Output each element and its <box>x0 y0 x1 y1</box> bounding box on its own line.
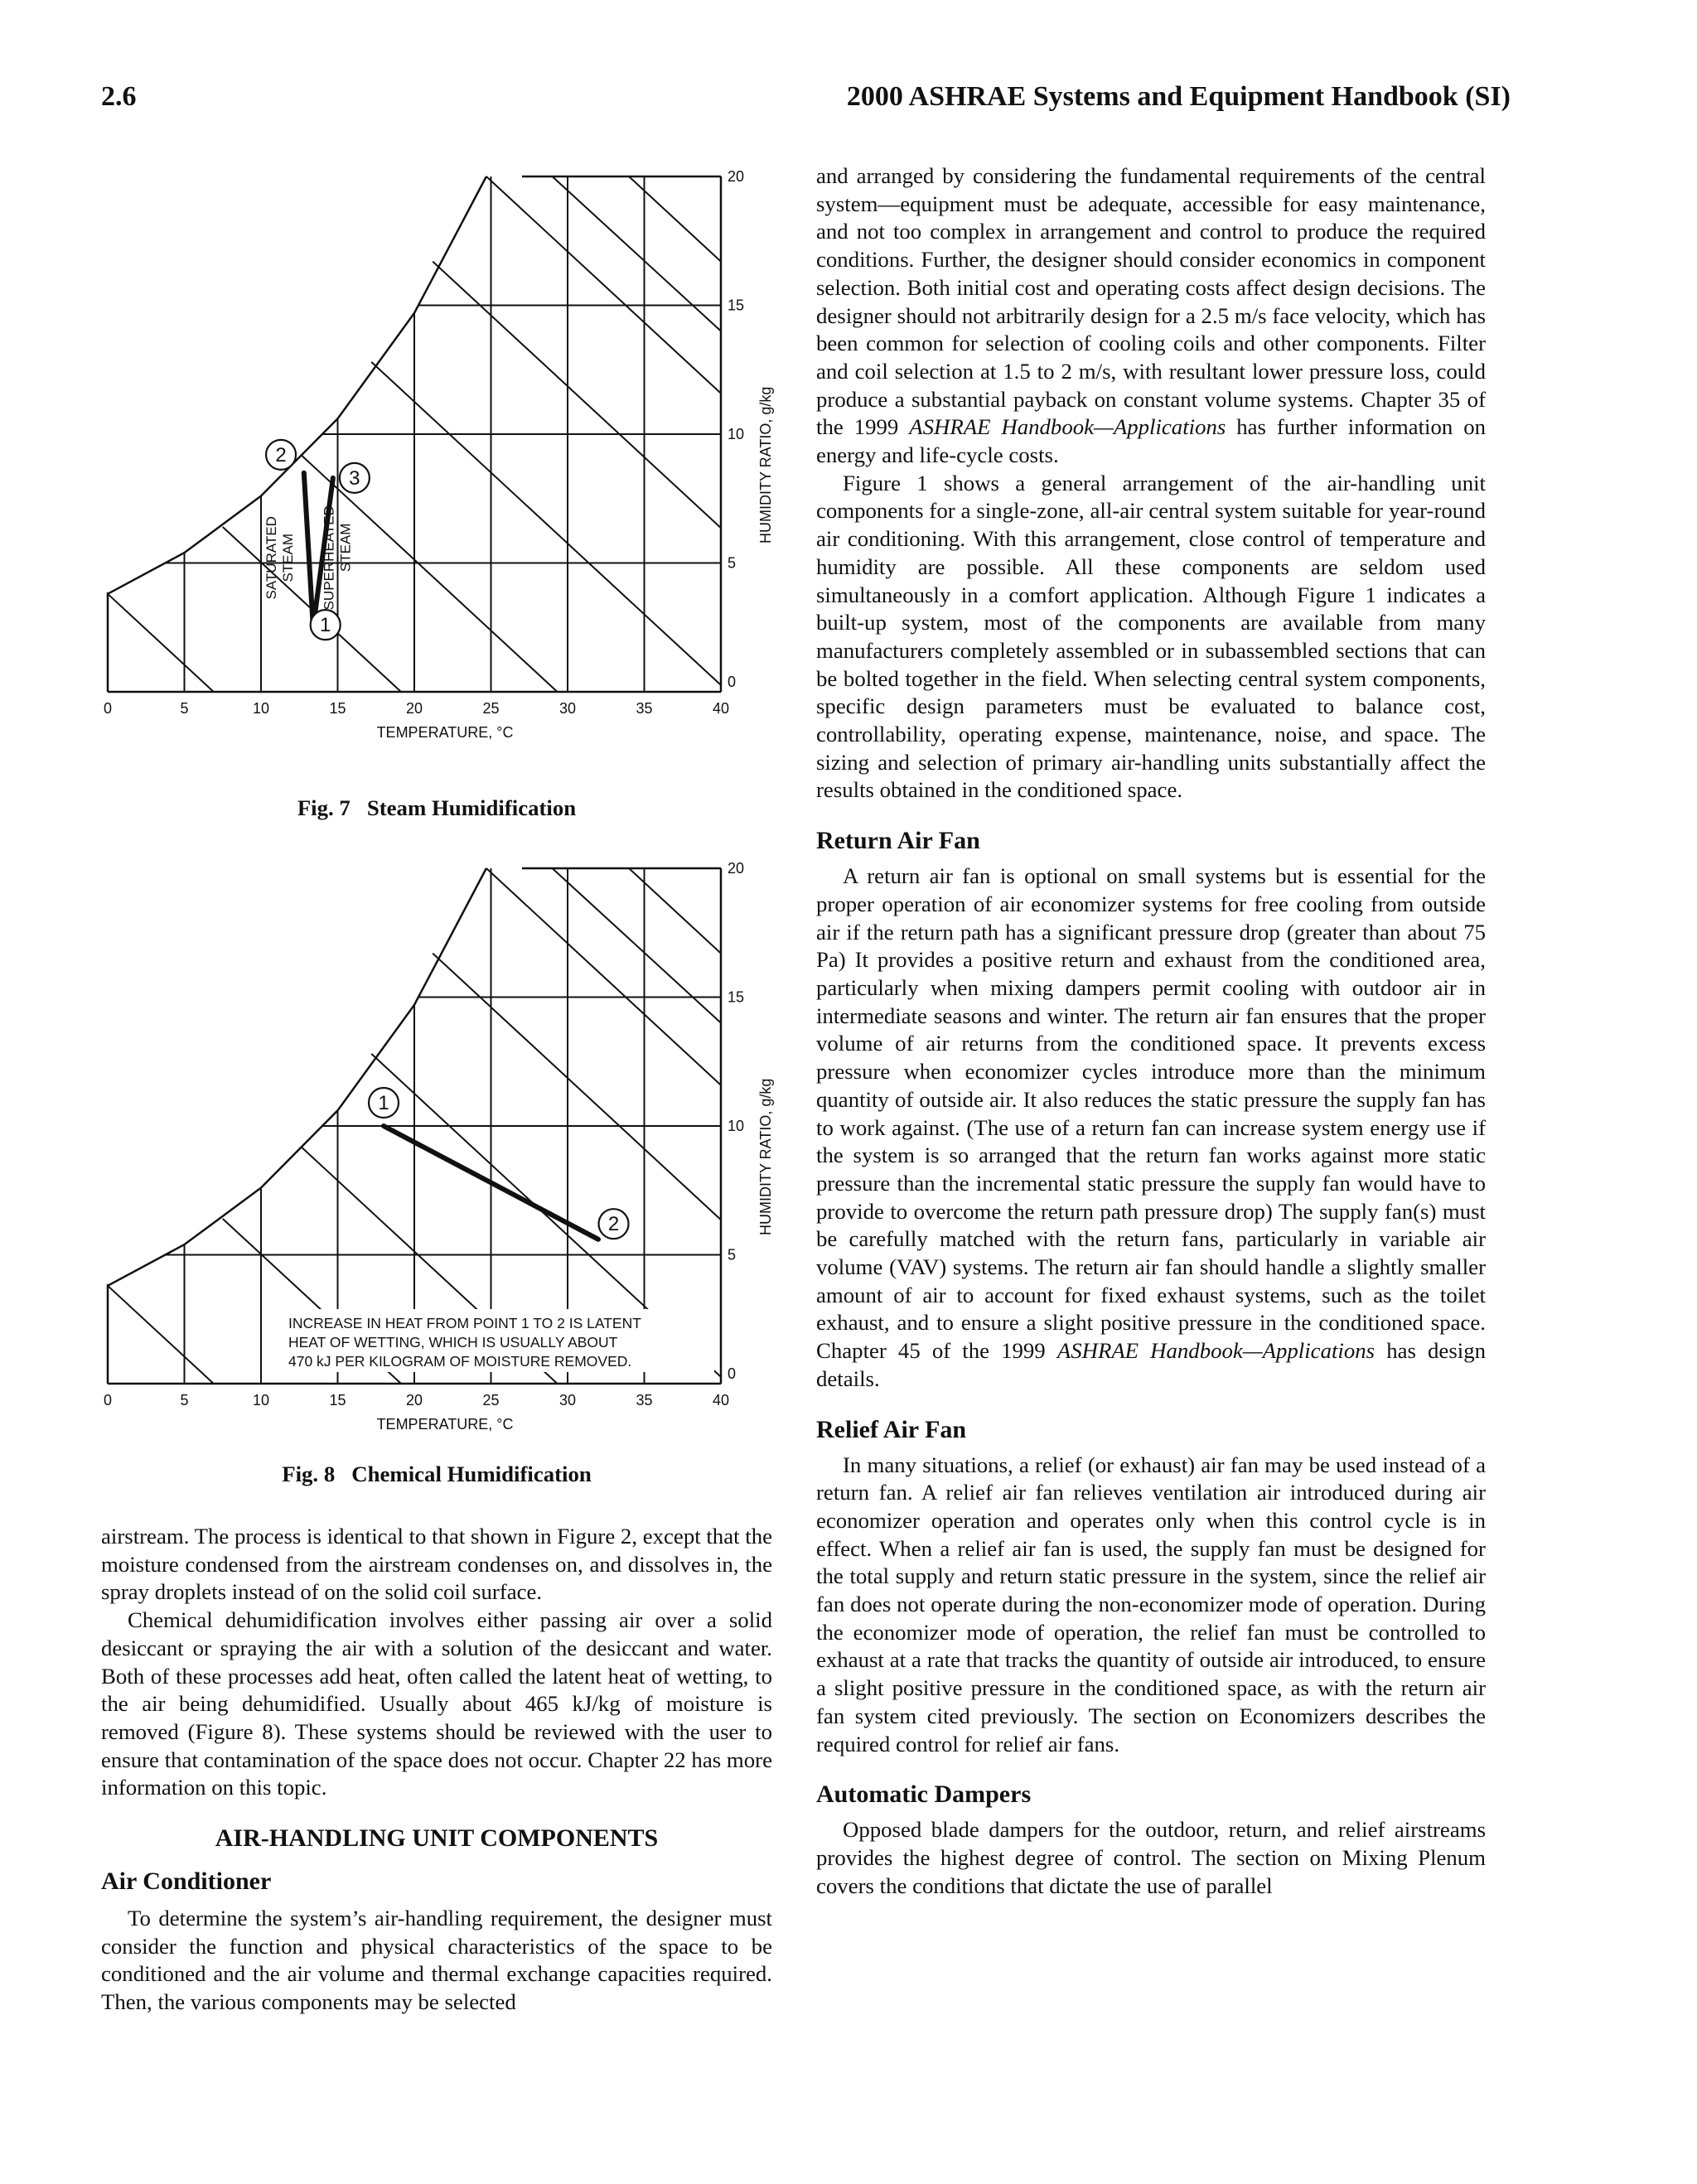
enthalpy-line <box>371 362 721 685</box>
enthalpy-line <box>433 262 721 529</box>
note-line-3: 470 kJ PER KILOGRAM OF MOISTURE REMOVED. <box>288 1353 632 1370</box>
y-tick-label: 0 <box>728 674 737 690</box>
figure-8-number: Fig. 8 <box>282 1462 336 1486</box>
point-label: 2 <box>275 443 287 466</box>
subsection-heading: Return Air Fan <box>816 827 980 855</box>
paragraph <box>816 162 1486 470</box>
x-tick-label: 25 <box>482 1392 500 1408</box>
paragraph <box>816 862 1486 1393</box>
figure-7-caption <box>101 795 772 821</box>
enthalpy-line <box>629 868 721 954</box>
enthalpy-line <box>301 455 557 692</box>
book-reference: ASHRAE Handbook—Applications <box>1056 1338 1375 1364</box>
saturation-curve <box>108 176 486 594</box>
paragraph: In many situations, a relief (or exhaust) air fan may be used instead of a return fan. A relief air fan relieves ventilation air introduced during air economizer operation and operates only when this control cycle is in effect. When a relief air fan is used, the supply fan must be designed for the total supply and return static pressure in the system, since the relief air fan does not operate during the non-economizer mode of operation. During the economizer mode of operation, the relief fan must be controlled to exhaust at a rate that tracks the quantity of outside air introduced, to ensure a slight positive pressure in the conditioned space, as with the return air fan system cited previously. The section on Economizers describes the required control for relief air fans. <box>816 1452 1486 1756</box>
y-tick-label: 5 <box>728 1246 737 1264</box>
section-heading: AIR-HANDLING UNIT COMPONENTS <box>215 1824 659 1853</box>
note-line-1: INCREASE IN HEAT FROM POINT 1 TO 2 IS LATENT <box>288 1315 641 1331</box>
figure-7-psychrometric-chart <box>91 162 795 766</box>
paragraph-text: has design details. <box>816 1338 1486 1391</box>
x-tick-label: 25 <box>482 700 500 717</box>
y-tick-label: 20 <box>728 168 745 185</box>
paragraph: Figure 1 shows a general arrangement of the air-handling unit components for a single-zone, all-air central system suitable for year-round air conditioning. With this arrangement, close control of temperature and humidity are possible. All these components are seldom used simultaneously in a comfort application. Although Figure 1 indicates a built-up system, most of the components are available from many manufacturers completely assembled or in subassembled sections that can be bolted together in the field. When selecting central system components, specific design parameters must be evaluated to balance cost, controllability, operating expense, maintenance, noise, and space. The sizing and selection of primary air-handling units substantially affect the results obtained in the conditioned space. <box>816 470 1486 803</box>
saturation-curve <box>108 868 486 1286</box>
figure-8-psychrometric-chart <box>91 853 795 1458</box>
y-tick-label: 20 <box>728 860 745 877</box>
point-label: 1 <box>378 1092 389 1115</box>
x-tick-label: 20 <box>405 700 423 717</box>
x-tick-label: 30 <box>558 700 577 717</box>
figure-8-caption <box>101 1462 772 1487</box>
paragraph-text: and arranged by considering the fundamental requirements of the central system—equipment must be adequate, accessible for easy maintenance, and not too complex in arrangement and control to produce the required conditions. Further, the designer should consider economics in component selection. Both initial cost and operating costs affect design decisions. The designer should not arbitrarily design for a 2.5 m/s face velocity, which has been common for selection of cooling coils and other components. Filter and coil selection at 1.5 to 2 m/s, with resultant lower pressure loss, could produce a substantial payback on constant volume systems. Chapter 35 of the 1999 <box>816 163 1486 440</box>
figure-8-note <box>283 1309 714 1372</box>
book-title: 2000 ASHRAE Systems and Equipment Handbook (SI) <box>846 81 1511 112</box>
paragraph: Chemical dehumidification involves either passing air over a solid desiccant or spraying the air with a solution of the desiccant and water. Both of these processes add heat, often called the latent heat of wetting, to the air being dehumidified. Usually about 465 kJ/kg of moisture is removed (Figure 8). These systems should be reviewed with the user to ensure that contamination of the space does not occur. Chapter 22 has more information on this topic. <box>101 1607 772 1800</box>
point-label: 2 <box>607 1213 620 1236</box>
enthalpy-line <box>553 868 722 1023</box>
y-tick-label: 5 <box>728 554 737 572</box>
subsection-heading: Automatic Dampers <box>816 1781 1032 1809</box>
y-tick-label: 10 <box>728 426 745 442</box>
superheated-steam-label: SUPERHEATED <box>321 505 337 611</box>
y-tick-label: 10 <box>728 1118 745 1134</box>
x-tick-label: 15 <box>329 1392 346 1408</box>
y-tick-label: 0 <box>728 1365 737 1382</box>
enthalpy-line <box>629 176 721 262</box>
figure-8-title: Chemical Humidification <box>351 1462 592 1486</box>
paragraph-text: A return air fan is optional on small systems but is essential for the proper operation of air economizer systems for free cooling from outside air if the return path has a significant pressure drop (greater than about 75 Pa) It provides a positive return and exhaust from the conditioned area, particularly when mixing dampers permit cooling with outdoor air in intermediate seasons and winter. The return air fan ensures that the proper volume of air returns from the conditioned space. It prevents excess pressure when economizer cycles introduce more than the minimum quantity of outside air. It also reduces the static pressure the supply fan has to work against. (The use of a return fan can increase system energy use if the system is so arranged that the return fan works against more static pressure than the incremental static pressure the supply fan would have to provide to overcome the return path pressure drop) The supply fan(s) must be carefully matched with the return fans, particularly in variable air volume (VAV) systems. The return air fan should handle a slightly smaller amount of air to account for fixed exhaust systems, such as the toilet exhaust, and to ensure a slight positive pressure in the conditioned space. Chapter 45 of the 1999 <box>816 863 1486 1364</box>
figure-7-number: Fig. 7 <box>297 795 351 820</box>
y-axis-label: HUMIDITY RATIO, g/kg <box>757 386 774 544</box>
enthalpy-line <box>486 868 721 1085</box>
saturated-steam-label: STEAM <box>280 533 297 582</box>
x-tick-label: 5 <box>180 700 189 717</box>
left-column-text <box>101 1523 772 2017</box>
book-reference: ASHRAE Handbook—Applications <box>909 414 1226 440</box>
figure-7-title: Steam Humidification <box>366 795 577 820</box>
x-tick-label: 0 <box>103 1392 113 1408</box>
x-tick-label: 15 <box>329 700 346 717</box>
x-tick-label: 35 <box>636 700 653 717</box>
x-tick-label: 35 <box>636 1392 653 1408</box>
x-tick-label: 5 <box>180 1392 189 1408</box>
x-tick-label: 40 <box>712 1392 730 1408</box>
paragraph-text: has further information on energy and life-cycle costs. <box>816 414 1486 468</box>
x-tick-label: 40 <box>712 700 730 717</box>
x-tick-label: 0 <box>103 700 113 717</box>
x-tick-label: 30 <box>558 1392 577 1408</box>
right-column-text <box>816 162 1486 1900</box>
y-tick-label: 15 <box>728 297 745 314</box>
subsection-heading: Relief Air Fan <box>816 1415 967 1443</box>
x-axis-label: TEMPERATURE, °C <box>376 1416 514 1433</box>
point-label: 1 <box>320 614 331 637</box>
y-axis-label: HUMIDITY RATIO, g/kg <box>757 1078 774 1236</box>
enthalpy-line <box>553 176 722 331</box>
x-axis-label: TEMPERATURE, °C <box>376 724 514 741</box>
x-tick-label: 10 <box>252 1392 270 1408</box>
saturated-steam-label: SATURATED <box>263 516 280 600</box>
point-label: 3 <box>349 466 360 490</box>
paragraph: airstream. The process is identical to that shown in Figure 2, except that the moisture condensed from the airstream condenses on, and dissolves in, the spray droplets instead of on the solid coil surface. <box>101 1524 772 1605</box>
y-tick-label: 15 <box>728 988 745 1006</box>
paragraph: Opposed blade dampers for the outdoor, return, and relief airstreams provides the highest degree of control. The section on Mixing Plenum covers the conditions that dictate the use of parallel <box>816 1817 1486 1898</box>
enthalpy-line <box>486 176 721 394</box>
x-tick-label: 20 <box>405 1392 423 1408</box>
enthalpy-line <box>108 1286 214 1384</box>
superheated-steam-label: STEAM <box>337 523 354 573</box>
note-line-2: HEAT OF WETTING, WHICH IS USUALLY ABOUT <box>288 1334 618 1351</box>
paragraph: To determine the system’s air-handling requirement, the designer must consider the function and physical characteristics of the space to be conditioned and the air volume and thermal exchange capacities required. Then, the various components may be selected <box>101 1906 772 2015</box>
enthalpy-line <box>433 954 721 1220</box>
page-number: 2.6 <box>101 81 137 112</box>
x-tick-label: 10 <box>252 700 270 717</box>
enthalpy-line <box>108 594 214 692</box>
subsection-heading: Air Conditioner <box>101 1868 272 1896</box>
